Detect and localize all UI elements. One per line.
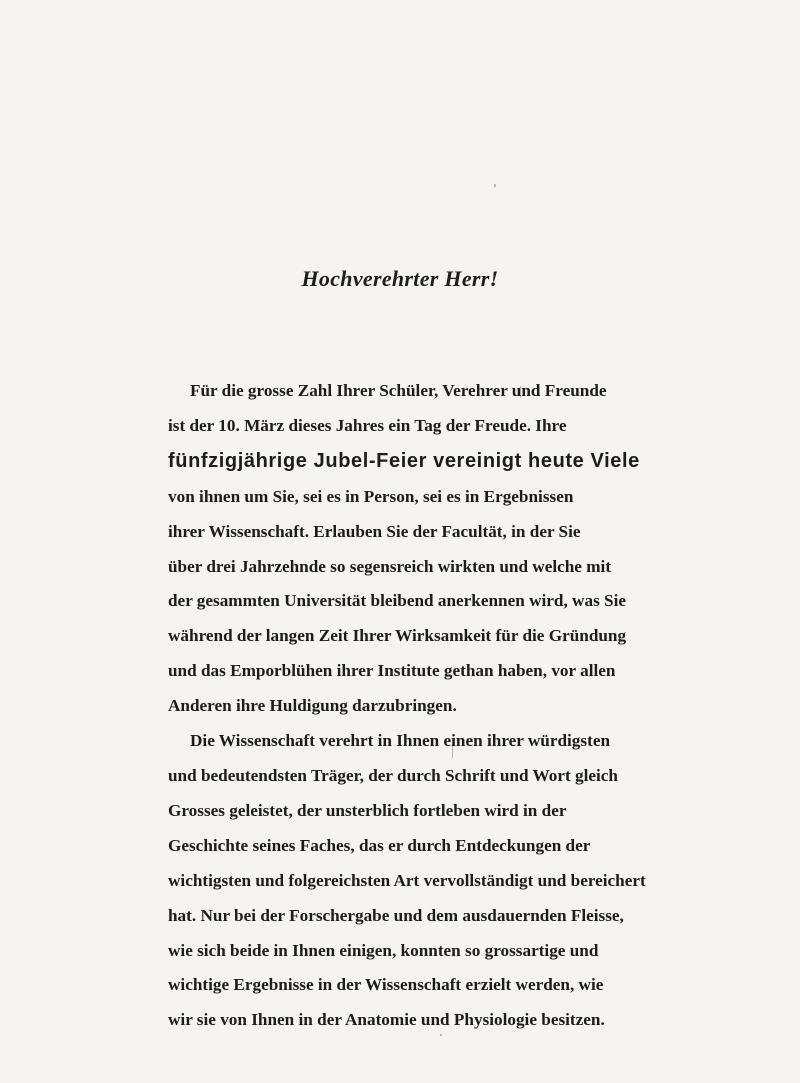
text-line: Die Wissenschaft verehrt in Ihnen einen ihrer würdigsten: [190, 731, 611, 751]
paragraph-2: [168, 724, 714, 1038]
text-line: und bedeutendsten Träger, der durch Schrift und Wort gleich: [168, 765, 618, 785]
text-line: Grosses geleistet, der unsterblich fortleben wird in der: [168, 800, 567, 820]
text-line: wichtige Ergebnisse in der Wissenschaft erzielt werden, wie: [168, 975, 604, 995]
text-line: Für die grosse Zahl Ihrer Schüler, Verehrer und Freunde: [190, 381, 607, 400]
text-line: Geschichte seines Faches, das er durch Entdeckungen der: [168, 835, 591, 855]
text-line: hat. Nur bei der Forschergabe und dem ausdauernden Fleisse,: [168, 905, 624, 925]
text-line: der gesammten Universität bleibend anerkennen wird, was Sie: [168, 591, 627, 611]
text-line: und das Emporblühen ihrer Institute gethan haben, vor allen: [168, 661, 616, 681]
text-line-emphasis: fünfzigjährige Jubel-Feier vereinigt heute Viele: [168, 449, 640, 472]
letter-body: [168, 374, 714, 1038]
text-line: während der langen Zeit Ihrer Wirksamkeit für die Gründung: [168, 626, 627, 646]
text-line: wichtigsten und folgereichsten Art vervollständigt und bereichert: [168, 870, 646, 890]
paragraph-1: [168, 374, 714, 724]
text-line: wir sie von Ihnen in der Anatomie und Physiologie besitzen.: [168, 1010, 605, 1030]
print-speck: [494, 184, 496, 187]
text-line: Anderen ihre Huldigung darzubringen.: [168, 696, 457, 716]
salutation-heading: Hochverehrter Herr!: [301, 266, 499, 291]
text-line: über drei Jahrzehnde so segensreich wirkten und welche mit: [168, 556, 612, 576]
text-line: wie sich beide in Ihnen einigen, konnten so grossartige und: [168, 940, 599, 960]
text-line: von ihnen um Sie, sei es in Person, sei es in Ergebnissen: [168, 486, 574, 506]
text-line: ist der 10. März dieses Jahres ein Tag der Freude. Ihre: [168, 415, 567, 435]
text-line: ihrer Wissenschaft. Erlauben Sie der Facultät, in der Sie: [168, 521, 581, 541]
